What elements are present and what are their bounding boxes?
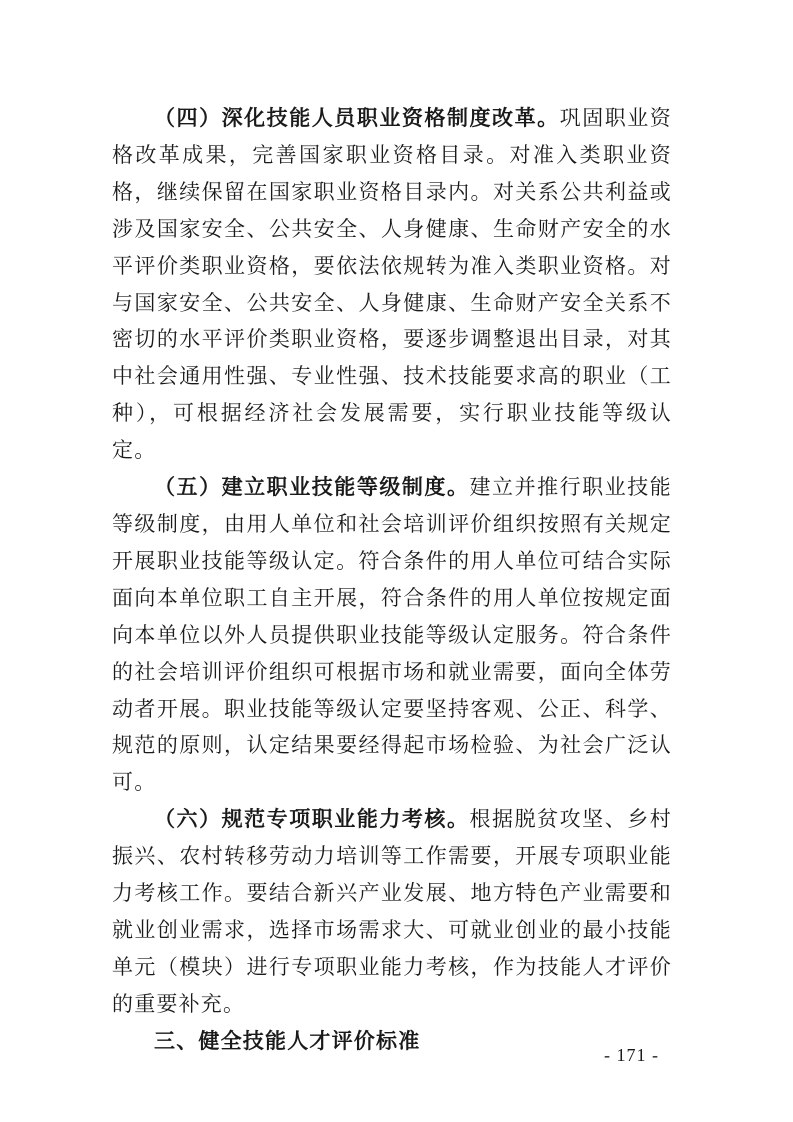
page-number: - 171 - [604, 1045, 659, 1065]
paragraph-6 [112, 801, 672, 1022]
paragraph-4-body: 巩固职业资格改革成果，完善国家职业资格目录。对准入类职业资格，继续保留在国家职业资格目录内。对关系公共利益或涉及国家安全、公共安全、人身健康、生命财产安全的水平评价类职业资格，要依法依规转为准入类职业资格。对与国家安全、公共安全、人身健康、生命财产安全关系不密切的水平评价类职业资格，要逐步调整退出目录，对其中社会通用性强、专业性强、技术技能要求高的职业（工种），可根据经济社会发展需要，实行职业技能等级认定。 [112, 106, 672, 463]
paragraph-5 [112, 469, 672, 801]
section-heading: 三、健全技能人才评价标准 [154, 1028, 421, 1053]
paragraph-4-lead: （四）深化技能人员职业资格制度改革。 [154, 105, 560, 130]
paragraph-5-lead: （五）建立职业技能等级制度。 [154, 474, 470, 500]
paragraph-5-body: 建立并推行职业技能等级制度，由用人单位和社会培训评价组织按照有关规定开展职业技能等级认定。符合条件的用人单位可结合实际面向本单位职工自主开展，符合条件的用人单位按规定面向本单位以外人员提供职业技能等级认定服务。符合条件的社会培训评价组织可根据市场和就业需要，面向全体劳动者开展。职业技能等级认定要坚持客观、公正、科学、规范的原则，认定结果要经得起市场检验、为社会广泛认可。 [112, 475, 672, 795]
paragraph-6-body: 根据脱贫攻坚、乡村振兴、农村转移劳动力培训等工作需要，开展专项职业能力考核工作。要结合新兴产业发展、地方特色产业需要和就业创业需求，选择市场需求大、可就业创业的最小技能单元（模块）进行专项职业能力考核，作为技能人才评价的重要补充。 [112, 807, 672, 1016]
paragraph-6-lead: （六）规范专项职业能力考核。 [154, 806, 470, 832]
paragraph-4 [112, 100, 672, 469]
document-body [112, 100, 672, 1060]
